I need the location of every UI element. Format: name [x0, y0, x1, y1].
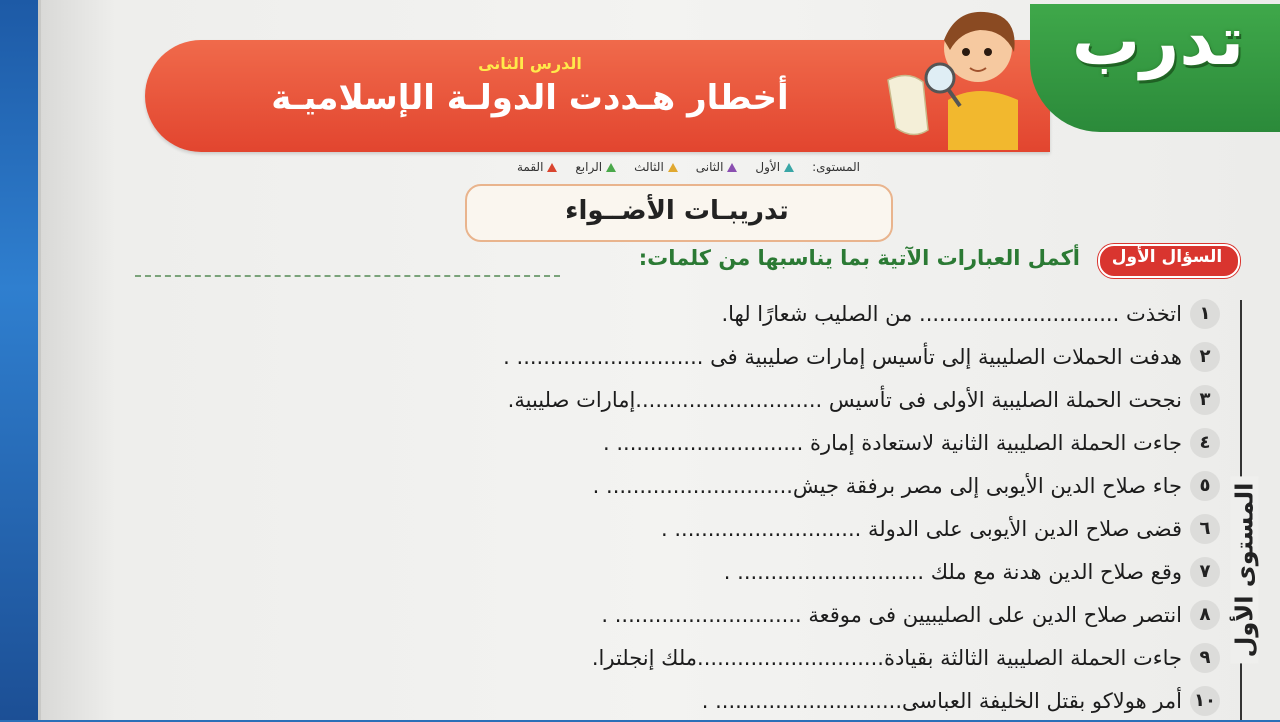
level-first-label: الأول: [755, 160, 781, 174]
item-text: أمر هولاكو بقتل الخليفة العباسى............................ .: [701, 688, 1182, 713]
list-item: [420, 636, 1220, 679]
item-text: قضى صلاح الدين الأيوبى على الدولة ............................ .: [661, 516, 1182, 541]
item-number: ٥: [1190, 471, 1220, 501]
level-fourth-triangle-icon: [606, 163, 616, 172]
level-third-label: الثالث: [634, 160, 664, 174]
level-top-triangle-icon: [547, 163, 557, 172]
section-title: تدريبـات الأضــواء: [565, 196, 789, 226]
item-number: ٦: [1190, 514, 1220, 544]
item-text: وقع صلاح الدين هدنة مع ملك ............................ .: [723, 559, 1182, 584]
level-fourth-label: الرابع: [575, 160, 603, 174]
level-third-triangle-icon: [668, 163, 678, 172]
question-badge-label: السؤال الأول: [1111, 247, 1223, 267]
list-item: [420, 507, 1220, 550]
item-text: هدفت الحملات الصليبية إلى تأسيس إمارات صليبية فى ............................ .: [503, 344, 1182, 369]
item-number: ٢: [1190, 342, 1220, 372]
boy-with-magnifier-illustration: [868, 0, 1048, 150]
list-item: [420, 378, 1220, 421]
level-first-triangle-icon: [784, 163, 794, 172]
list-item: [420, 421, 1220, 464]
dashed-divider: [135, 275, 560, 277]
item-number: ١٠: [1190, 686, 1220, 716]
item-text: جاء صلاح الدين الأيوبى إلى مصر برفقة جيش............................ .: [592, 473, 1182, 498]
level-fourth: [575, 160, 616, 174]
practice-badge-label: تدرب: [1071, 2, 1245, 81]
lesson-number: الدرس الثانى: [478, 54, 582, 73]
level-top: [517, 160, 557, 174]
item-text: اتخذت .............................. من الصليب شعارًا لها.: [721, 301, 1182, 326]
item-text: جاءت الحملة الصليبية الثانية لاستعادة إمارة ............................ .: [603, 430, 1182, 455]
list-item: [420, 292, 1220, 335]
level-side-label: [1214, 470, 1274, 670]
item-number: ٩: [1190, 643, 1220, 673]
level-top-label: القمة: [516, 160, 544, 174]
item-text: جاءت الحملة الصليبية الثالثة بقيادة............................ملك إنجلترا.: [591, 645, 1182, 670]
list-item: [420, 679, 1220, 722]
list-item: [420, 550, 1220, 593]
item-number: ١: [1190, 299, 1220, 329]
difficulty-levels: [450, 160, 860, 174]
item-text: انتصر صلاح الدين على الصليبيين فى موقعة ............................ .: [601, 602, 1182, 627]
levels-label: المستوى:: [812, 160, 860, 174]
level-second-label: الثانى: [695, 160, 724, 174]
item-text: نجحت الحملة الصليبية الأولى فى تأسيس ............................إمارات صليبية.: [507, 387, 1182, 412]
item-number: ٤: [1190, 428, 1220, 458]
list-item: [420, 464, 1220, 507]
list-item: [420, 593, 1220, 636]
exercise-list: [420, 292, 1220, 722]
level-second: [696, 160, 738, 174]
level-third: [634, 160, 678, 174]
item-number: ٨: [1190, 600, 1220, 630]
level-first: [755, 160, 794, 174]
level-second-triangle-icon: [727, 163, 737, 172]
item-number: ٧: [1190, 557, 1220, 587]
level-side-label-text: المستوى الأول: [1230, 477, 1258, 664]
question-instruction: أكمل العبارات الآتية بما يناسبها من كلمات:: [638, 246, 1080, 270]
item-number: ٣: [1190, 385, 1220, 415]
list-item: [420, 335, 1220, 378]
lesson-title: أخطار هـددت الدولـة الإسلاميـة: [271, 78, 789, 118]
